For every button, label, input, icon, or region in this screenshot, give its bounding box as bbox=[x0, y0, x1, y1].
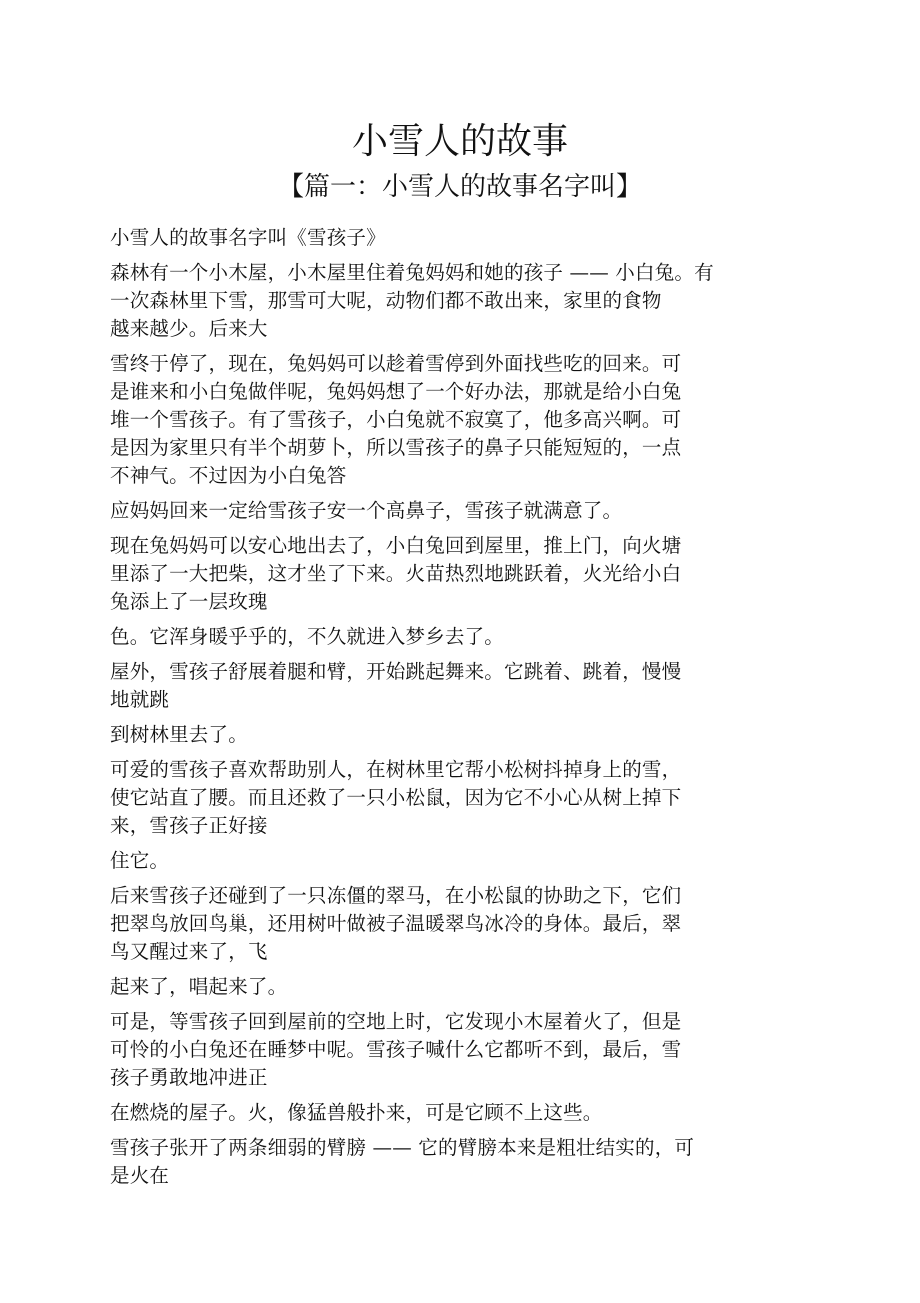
story-paragraph bbox=[110, 973, 810, 1001]
paragraph-line: 可爱的雪孩子喜欢帮助别人，在树林里它帮小松树抖掉身上的雪， bbox=[110, 758, 682, 781]
paragraph-line: 把翠鸟放回鸟巢，还用树叶做被子温暖翠鸟冰冷的身体。最后，翠 bbox=[110, 912, 682, 935]
paragraph-line: 森林有一个小木屋，小木屋里住着兔妈妈和她的孩子 —— 小白兔。有 bbox=[110, 261, 714, 284]
paragraph-line: 一次森林里下雪，那雪可大呢，动物们都不敢出来，家里的食物 bbox=[110, 289, 662, 312]
story-paragraph bbox=[110, 1134, 810, 1190]
document-title: 小雪人的故事 bbox=[351, 121, 568, 162]
paragraph-line: 色。它浑身暖乎乎的，不久就进入梦乡去了。 bbox=[110, 625, 505, 648]
paragraph-line: 可是，等雪孩子回到屋前的空地上时，它发现小木屋着火了，但是 bbox=[110, 1010, 682, 1033]
paragraph-line: 是火在 bbox=[110, 1164, 170, 1187]
paragraph-line: 应妈妈回来一定给雪孩子安一个高鼻子，雪孩子就满意了。 bbox=[110, 499, 623, 522]
story-paragraph bbox=[110, 1099, 810, 1127]
paragraph-line: 现在兔妈妈可以安心地出去了，小白兔回到屋里，推上门，向火塘 bbox=[110, 534, 682, 557]
paragraph-line: 起来了，唱起来了。 bbox=[110, 975, 288, 998]
story-paragraph bbox=[110, 882, 810, 966]
story-paragraph bbox=[110, 847, 810, 875]
story-paragraph bbox=[110, 259, 810, 343]
paragraph-line: 来，雪孩子正好接 bbox=[110, 814, 268, 837]
paragraph-line: 后来雪孩子还碰到了一只冻僵的翠马，在小松鼠的协助之下，它们 bbox=[110, 884, 682, 907]
paragraph-line: 孩子勇敢地冲进正 bbox=[110, 1066, 268, 1089]
story-paragraph bbox=[110, 224, 810, 252]
paragraph-line: 不神气。不过因为小白兔答 bbox=[110, 464, 347, 487]
story-paragraph bbox=[110, 756, 810, 840]
story-body bbox=[110, 224, 810, 1197]
story-paragraph bbox=[110, 658, 810, 714]
paragraph-line: 里添了一大把柴，这才坐了下来。火苗热烈地跳跃着，火光给小白 bbox=[110, 562, 682, 585]
paragraph-line: 堆一个雪孩子。有了雪孩子，小白兔就不寂寞了，他多高兴啊。可 bbox=[110, 408, 682, 431]
paragraph-line: 地就跳 bbox=[110, 688, 170, 711]
paragraph-line: 是因为家里只有半个胡萝卜，所以雪孩子的鼻子只能短短的，一点 bbox=[110, 436, 682, 459]
story-paragraph bbox=[110, 1008, 810, 1092]
paragraph-line: 使它站直了腰。而且还救了一只小松鼠，因为它不小心从树上掉下 bbox=[110, 786, 682, 809]
paragraph-line: 在燃烧的屋子。火，像猛兽般扑来，可是它顾不上这些。 bbox=[110, 1101, 603, 1124]
paragraph-line: 小雪人的故事名字叫《雪孩子》 bbox=[110, 226, 386, 249]
paragraph-line: 雪孩子张开了两条细弱的臂膀 —— 它的臂膀本来是粗壮结实的，可 bbox=[110, 1136, 695, 1159]
story-paragraph bbox=[110, 623, 810, 651]
story-paragraph bbox=[110, 497, 810, 525]
document-subtitle: 【篇一：小雪人的故事名字叫】 bbox=[277, 172, 642, 202]
paragraph-line: 鸟又醒过来了，飞 bbox=[110, 940, 268, 963]
paragraph-line: 雪终于停了，现在，兔妈妈可以趁着雪停到外面找些吃的回来。可 bbox=[110, 352, 682, 375]
story-paragraph bbox=[110, 350, 810, 490]
paragraph-line: 到树林里去了。 bbox=[110, 723, 248, 746]
paragraph-line: 可怜的小白兔还在睡梦中呢。雪孩子喊什么它都听不到，最后，雪 bbox=[110, 1038, 682, 1061]
paragraph-line: 住它。 bbox=[110, 849, 170, 872]
paragraph-line: 兔添上了一层玫瑰 bbox=[110, 590, 268, 613]
story-paragraph bbox=[110, 721, 810, 749]
paragraph-line: 是谁来和小白兔做伴呢，兔妈妈想了一个好办法，那就是给小白兔 bbox=[110, 380, 682, 403]
story-paragraph bbox=[110, 532, 810, 616]
paragraph-line: 屋外，雪孩子舒展着腿和臂，开始跳起舞来。它跳着、跳着，慢慢 bbox=[110, 660, 682, 683]
paragraph-line: 越来越少。后来大 bbox=[110, 317, 268, 340]
